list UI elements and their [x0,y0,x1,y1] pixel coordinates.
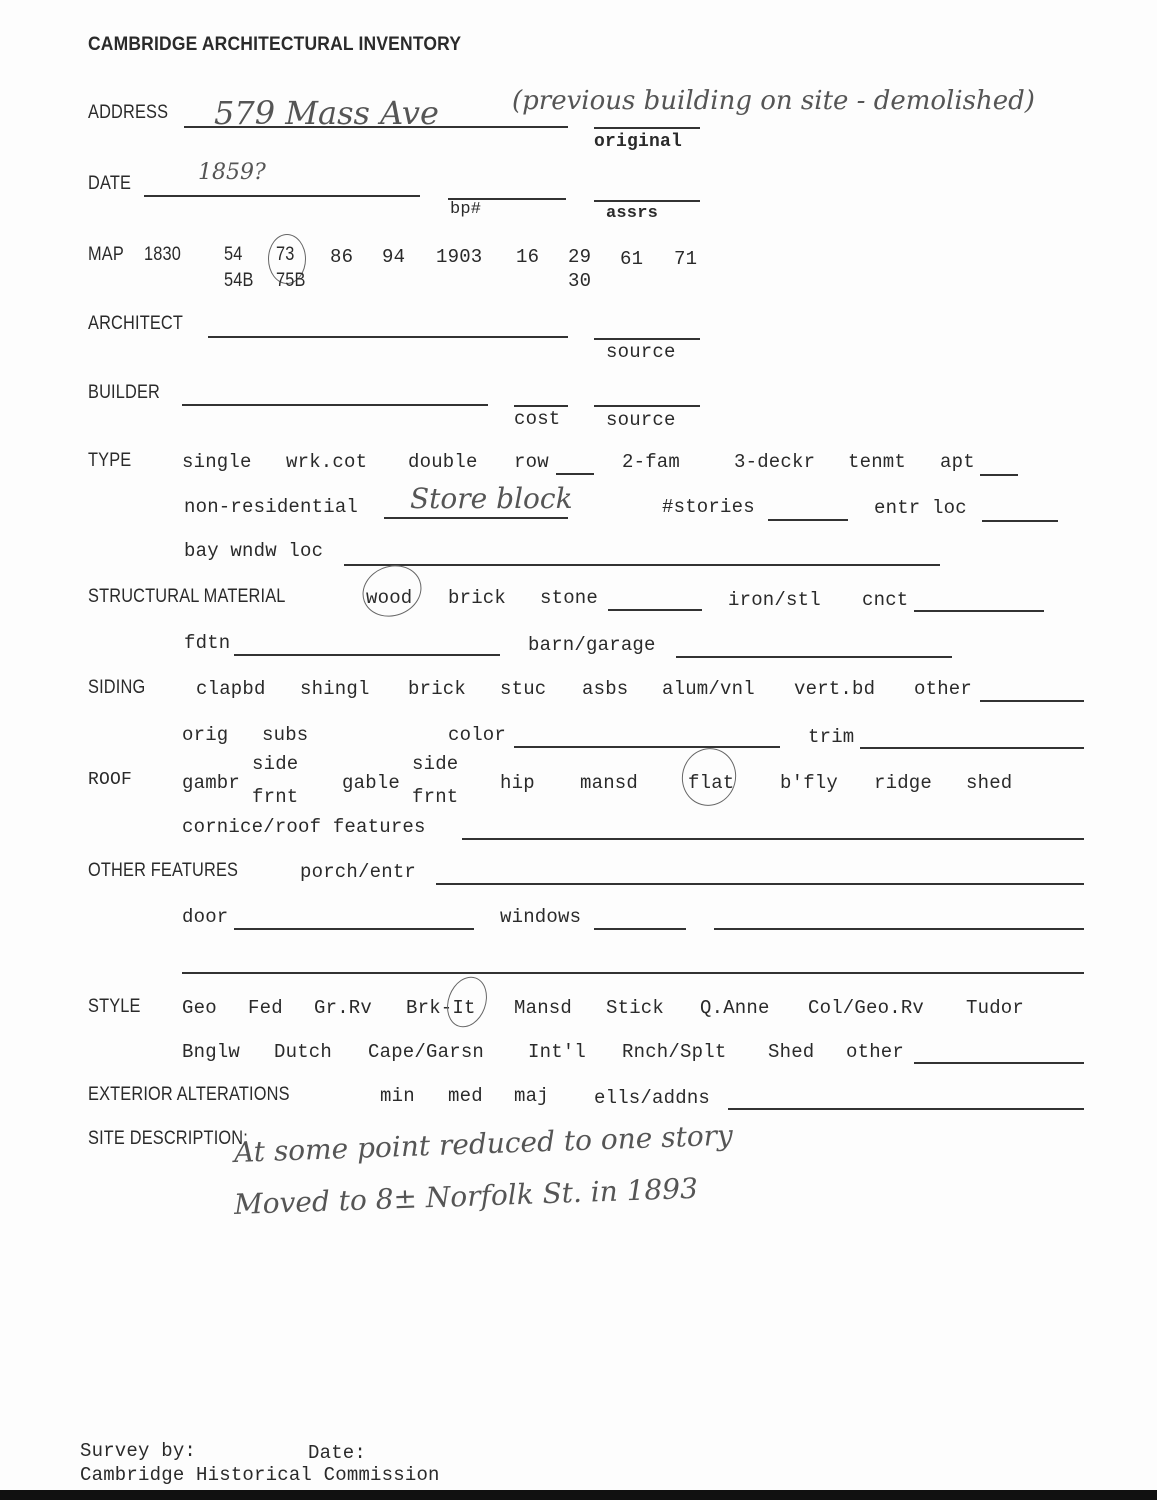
siding-other-line[interactable] [980,700,1084,702]
circle-mark [440,971,493,1033]
non-residential-label: non-residential [184,496,359,518]
cost-label: cost [514,408,561,430]
style-option-circled[interactable]: Brk-It [406,997,476,1019]
map-year: 94 [382,246,406,268]
map-year: 54B [224,270,254,291]
style-option[interactable]: other [846,1041,905,1063]
type-option[interactable]: single [182,451,252,473]
roof-gambr-frnt[interactable]: frnt [252,786,299,808]
builder-source-line[interactable] [594,405,700,407]
type-option[interactable]: row [514,451,549,473]
porch-line[interactable] [436,883,1084,885]
original-line [594,127,700,129]
bp-label: bp# [450,200,482,219]
trim-line[interactable] [860,747,1084,749]
source-label: source [606,409,676,431]
cost-line[interactable] [514,405,568,407]
color-line[interactable] [514,746,780,748]
subs-label[interactable]: subs [262,724,309,746]
structural-option[interactable]: brick [448,587,507,609]
color-label: color [448,724,507,746]
fdtn-label: fdtn [184,632,231,654]
map-year: 86 [330,246,354,268]
date-value[interactable]: 1859? [198,160,266,185]
siding-option[interactable]: shingl [300,678,370,700]
roof-option[interactable]: gable [342,772,401,794]
style-option[interactable]: Gr.Rv [314,997,373,1019]
alteration-option[interactable]: med [448,1085,483,1107]
circle-mark [355,557,428,625]
roof-gambr-side[interactable]: side [252,753,299,775]
map-year: 54 [224,244,243,265]
windows-extra-line[interactable] [714,928,1084,930]
style-option[interactable]: Q.Anne [700,997,770,1019]
style-option[interactable]: Mansd [514,997,573,1019]
style-option[interactable]: Dutch [274,1041,333,1063]
address-label: ADDRESS [88,102,169,123]
style-option[interactable]: Col/Geo.Rv [808,997,925,1019]
map-year: 75B [276,270,306,291]
style-other-line[interactable] [914,1062,1084,1064]
date-label: DATE [88,173,132,194]
source-label: source [606,341,676,363]
survey-date-label: Date: [308,1442,367,1464]
windows-line[interactable] [594,928,686,930]
cornice-line[interactable] [462,838,1084,840]
style-option[interactable]: Bnglw [182,1041,241,1063]
style-option[interactable]: Int'l [528,1041,587,1063]
alteration-option[interactable]: min [380,1085,415,1107]
door-label: door [182,906,229,928]
survey-by-label: Survey by: [80,1440,197,1462]
date-line [144,195,420,197]
assrs-line [594,200,700,202]
style-option[interactable]: Rnch/Splt [622,1041,727,1063]
siding-option[interactable]: asbs [582,678,629,700]
siding-option[interactable]: other [914,678,973,700]
structural-label: STRUCTURAL MATERIAL [88,586,286,607]
commission-name: Cambridge Historical Commission [80,1464,440,1486]
row-line [556,473,594,475]
roof-label: ROOF [88,770,133,790]
ells-addns-line[interactable] [728,1108,1084,1110]
siding-option[interactable]: alum/vnl [662,678,755,700]
builder-line[interactable] [182,404,488,406]
style-option[interactable]: Geo [182,997,217,1019]
entr-loc-line[interactable] [982,520,1058,522]
map-year: 16 [516,246,540,268]
style-option[interactable]: Fed [248,997,283,1019]
roof-option[interactable]: b'fly [780,772,839,794]
address-note: (previous building on site - demolished) [512,86,1035,116]
roof-option[interactable]: hip [500,772,535,794]
style-option[interactable]: Tudor [966,997,1025,1019]
architect-label: ARCHITECT [88,313,184,334]
siding-option[interactable]: clapbd [196,678,266,700]
assrs-label: assrs [606,204,659,223]
fdtn-line[interactable] [234,654,500,656]
siding-option[interactable]: brick [408,678,467,700]
style-option[interactable]: Stick [606,997,665,1019]
windows-label: windows [500,906,582,928]
roof-gable-frnt[interactable]: frnt [412,786,459,808]
type-option[interactable]: apt [940,451,975,473]
stone-line [608,609,702,611]
roof-gable-side[interactable]: side [412,753,459,775]
cnct-line [914,610,1044,612]
door-line[interactable] [234,928,474,930]
barn-line[interactable] [676,656,952,658]
roof-option[interactable]: shed [966,772,1013,794]
trim-label: trim [808,726,855,748]
type-label: TYPE [88,450,132,471]
bay-window-label: bay wndw loc [184,540,324,562]
map-year: 30 [568,270,592,292]
structural-option[interactable]: cnct [862,589,909,611]
site-description-label: SITE DESCRIPTION: [88,1128,249,1149]
stories-label: #stories [662,496,755,518]
map-year: 1903 [436,246,483,268]
type-option[interactable]: 2-fam [622,451,681,473]
cornice-label: cornice/roof features [182,816,426,838]
original-label: original [594,132,683,152]
roof-option[interactable]: mansd [580,772,639,794]
type-option[interactable]: tenmt [848,451,907,473]
map-label: MAP [88,244,124,265]
entr-loc-label: entr loc [874,497,967,519]
bay-window-line[interactable] [344,564,940,566]
roof-option[interactable]: gambr [182,772,241,794]
site-description-line2: Moved to 8± Norfolk St. in 1893 [233,1171,699,1221]
siding-option[interactable]: vert.bd [794,678,876,700]
scan-edge [0,1490,1157,1500]
map-year: 1830 [144,244,182,265]
porch-label: porch/entr [300,861,417,883]
siding-option[interactable]: stuc [500,678,547,700]
form-title: CAMBRIDGE ARCHITECTURAL INVENTORY [88,34,462,55]
style-option[interactable]: Cape/Garsn [368,1041,485,1063]
orig-label[interactable]: orig [182,724,229,746]
stories-line[interactable] [768,519,848,521]
site-description-line1: At some point reduced to one story [233,1118,734,1169]
other-features-extra-line[interactable] [182,972,1084,974]
exterior-alterations-label: EXTERIOR ALTERATIONS [88,1084,290,1105]
apt-line [980,474,1018,476]
structural-option[interactable]: iron/stl [728,589,821,611]
map-year: 61 [620,248,644,270]
type-option[interactable]: 3-deckr [734,451,816,473]
other-features-label: OTHER FEATURES [88,860,239,881]
roof-option[interactable]: ridge [874,772,933,794]
siding-label: SIDING [88,677,146,698]
architect-source-line[interactable] [594,338,700,340]
structural-option[interactable]: stone [540,587,599,609]
architect-line[interactable] [208,336,568,338]
address-value[interactable]: 579 Mass Ave [214,94,439,132]
map-year: 71 [674,248,698,270]
builder-label: BUILDER [88,382,161,403]
type-option[interactable]: double [408,451,478,473]
type-option[interactable]: wrk.cot [286,451,368,473]
structural-option-circled[interactable]: wood [366,587,413,609]
non-residential-value[interactable]: Store block [410,482,573,515]
circle-mark [675,742,742,812]
style-label: STYLE [88,996,141,1017]
alteration-option[interactable]: maj [514,1085,549,1107]
style-option[interactable]: Shed [768,1041,815,1063]
barn-label: barn/garage [528,634,656,656]
map-year-circled: 73 [276,244,295,265]
non-residential-line [384,517,568,519]
roof-option-circled[interactable]: flat [688,772,735,794]
alteration-option[interactable]: ells/addns [594,1087,711,1109]
map-year: 29 [568,246,592,268]
